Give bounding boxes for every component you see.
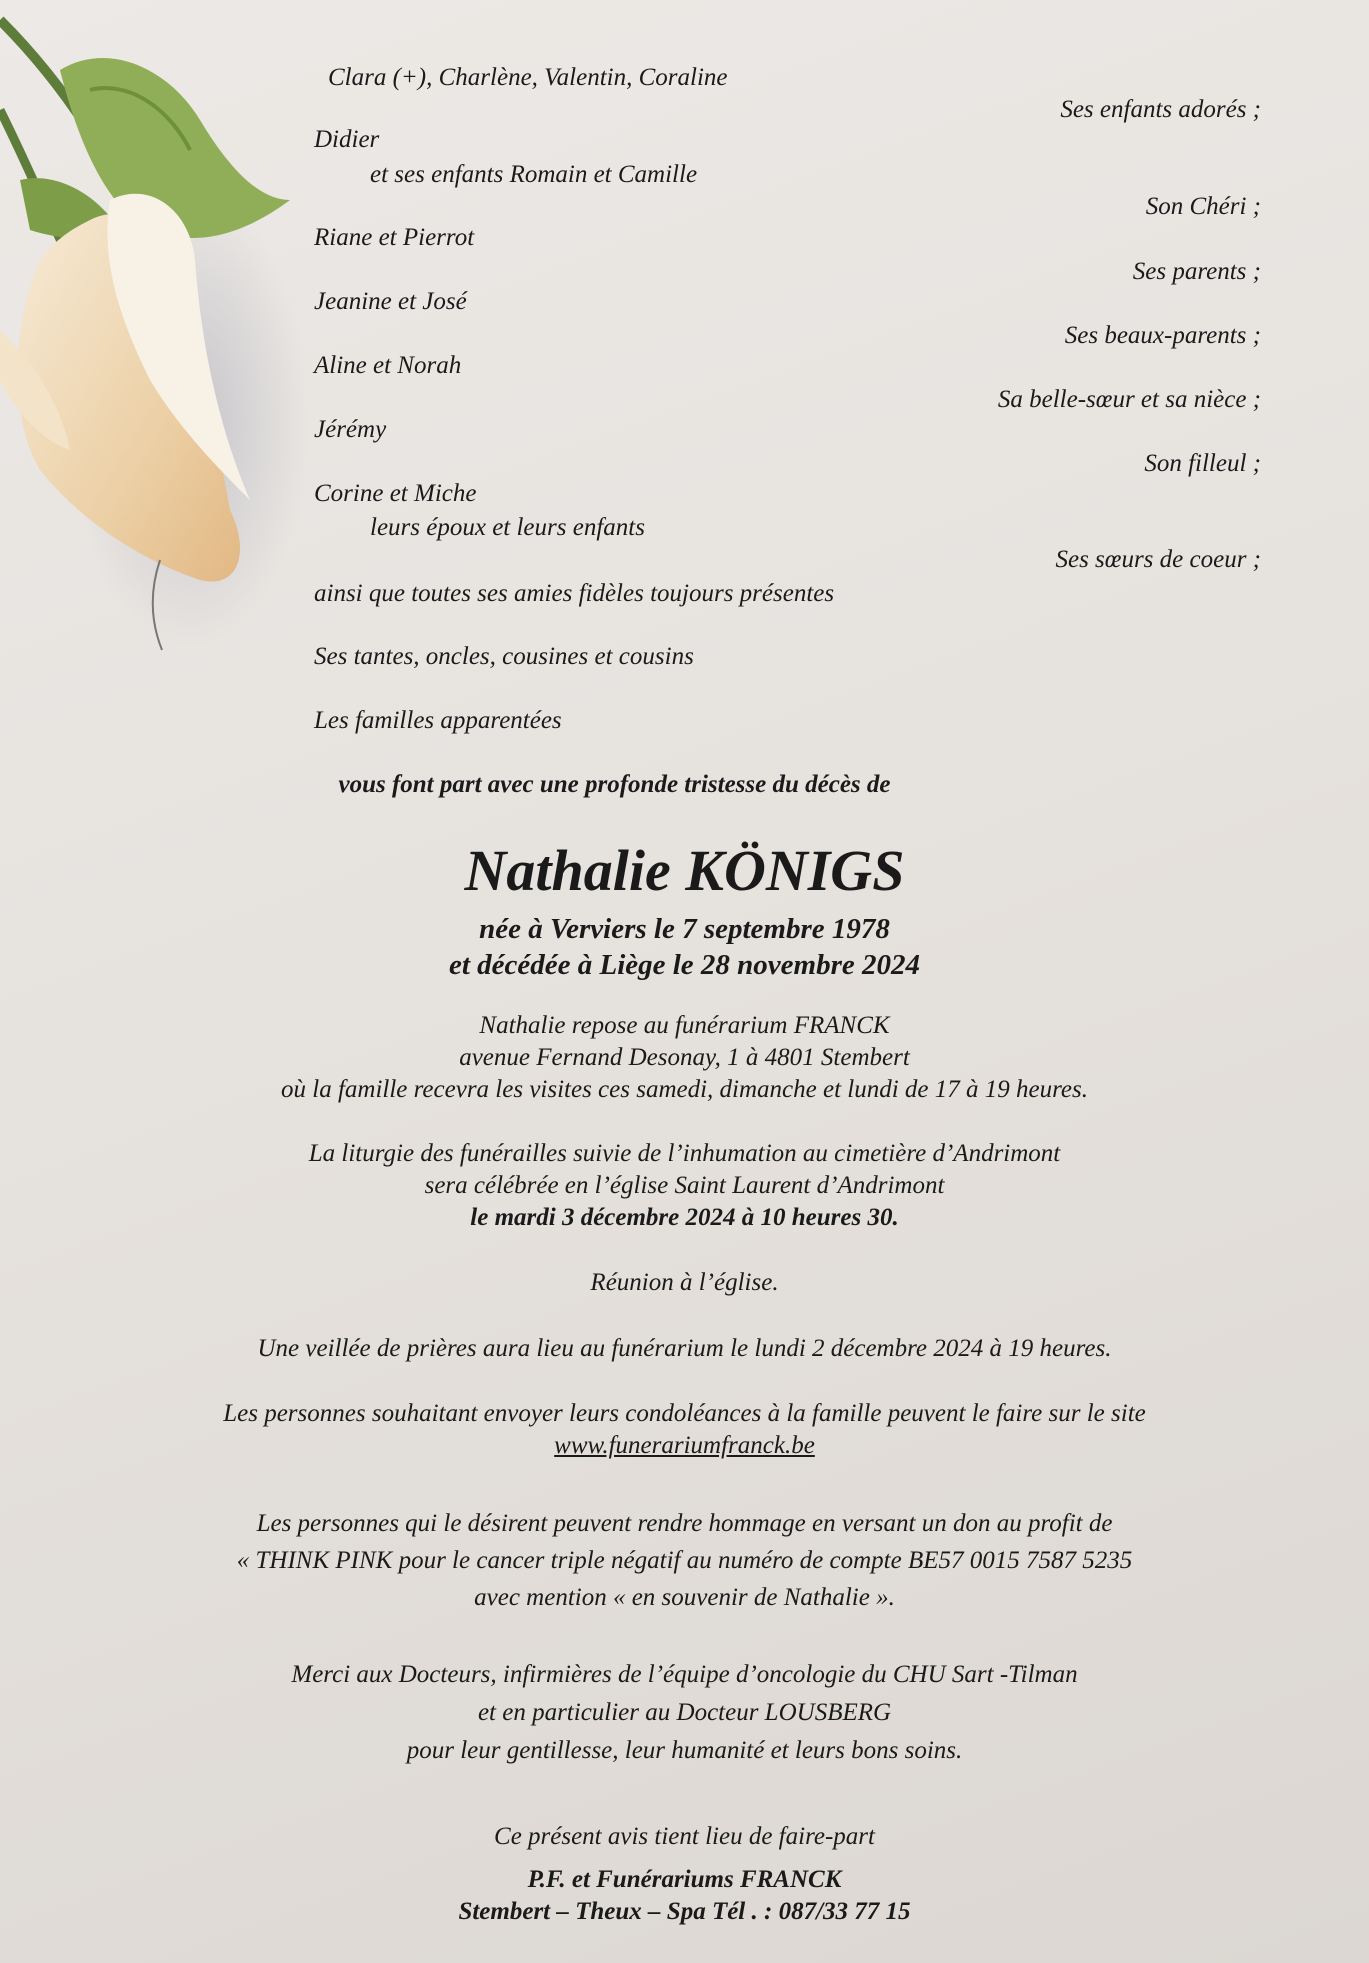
condolences-text: Les personnes souhaitant envoyer leurs condoléances à la famille peuvent le faire sur le site xyxy=(223,1400,1146,1427)
family-role-6: Son filleul ; xyxy=(1144,450,1261,477)
reunion-note: Réunion à l’église. xyxy=(590,1269,779,1296)
repose-line: Nathalie repose au funérarium FRANCK xyxy=(479,1012,890,1039)
condolences-link[interactable]: www.funerariumfranck.be xyxy=(554,1432,815,1459)
friends-line: ainsi que toutes ses amies fidèles toujours présentes xyxy=(314,580,835,607)
liturgy-line: La liturgie des funérailles suivie de l’inhumation au cimetière d’Andrimont xyxy=(308,1140,1061,1167)
lisianthus-flower-icon xyxy=(0,0,310,660)
repose-line: avenue Fernand Desonay, 1 à 4801 Stembert xyxy=(459,1044,910,1071)
thanks-line: Merci aux Docteurs, infirmières de l’équipe d’oncologie du CHU Sart -Tilman xyxy=(291,1661,1078,1688)
families-line: Les familles apparentées xyxy=(314,707,562,734)
family-role-7: Ses sœurs de coeur ; xyxy=(1055,546,1261,573)
donation-line: Les personnes qui le désirent peuvent rendre hommage en versant un don au profit de xyxy=(256,1510,1113,1537)
donation-line: avec mention « en souvenir de Nathalie ». xyxy=(474,1584,895,1611)
family-name-6: Jérémy xyxy=(314,416,387,443)
family-name-7: Corine et Miche xyxy=(314,480,477,507)
family-name-1: Clara (+), Charlène, Valentin, Coraline xyxy=(328,64,728,91)
family-role-3: Ses parents ; xyxy=(1132,258,1261,285)
birth-line: née à Verviers le 7 septembre 1978 xyxy=(479,913,890,945)
liturgy-line: sera célébrée en l’église Saint Laurent d’Andrimont xyxy=(424,1172,945,1199)
family-name-2: Didier xyxy=(314,126,380,153)
deceased-name: Nathalie KÖNIGS xyxy=(464,838,905,903)
family-name-5: Aline et Norah xyxy=(314,352,462,379)
family-name-3: Riane et Pierrot xyxy=(314,224,475,251)
family-role-2: Son Chéri ; xyxy=(1145,193,1261,220)
repose-line: où la famille recevra les visites ces samedi, dimanche et lundi de 17 à 19 heures. xyxy=(281,1076,1088,1103)
thanks-line: et en particulier au Docteur LOUSBERG xyxy=(477,1699,892,1726)
family-role-4: Ses beaux-parents ; xyxy=(1064,322,1261,349)
death-line: et décédée à Liège le 28 novembre 2024 xyxy=(448,949,921,981)
thanks-line: pour leur gentillesse, leur humanité et leurs bons soins. xyxy=(406,1737,963,1764)
funeral-home-name: P.F. et Funérariums FRANCK xyxy=(527,1866,842,1893)
funeral-date: le mardi 3 décembre 2024 à 10 heures 30. xyxy=(470,1204,899,1231)
family-name-4: Jeanine et José xyxy=(314,288,467,315)
family-sub-7: leurs époux et leurs enfants xyxy=(370,514,645,541)
vigil-note: Une veillée de prières aura lieu au funérarium le lundi 2 décembre 2024 à 19 heures. xyxy=(257,1335,1112,1362)
notice-line: Ce présent avis tient lieu de faire-part xyxy=(494,1823,875,1850)
donation-line: « THINK PINK pour le cancer triple négatif au numéro de compte BE57 0015 7587 5235 xyxy=(236,1547,1133,1574)
family-sub-2: et ses enfants Romain et Camille xyxy=(370,161,698,188)
family-role-5: Sa belle-sœur et sa nièce ; xyxy=(997,386,1261,413)
family-role-1: Ses enfants adorés ; xyxy=(1060,96,1261,123)
announcement: vous font part avec une profonde tristesse du décès de xyxy=(338,771,891,798)
funeral-home-contact: Stembert – Theux – Spa Tél . : 087/33 77 15 xyxy=(458,1898,911,1925)
relatives-line: Ses tantes, oncles, cousines et cousins xyxy=(314,643,694,670)
